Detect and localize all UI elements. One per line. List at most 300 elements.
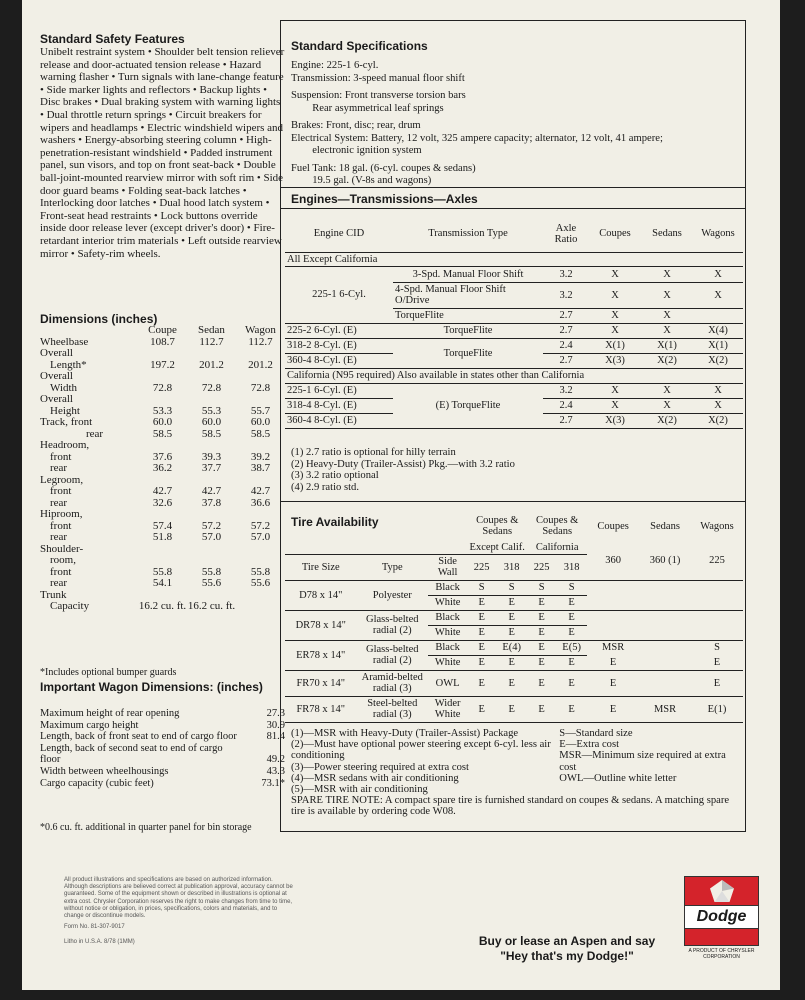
- wagon-dimension-row: [40, 778, 285, 790]
- mark-cell: X: [663, 289, 671, 301]
- legal-disclaimer: [64, 877, 294, 947]
- tire-type: Polyester: [357, 580, 429, 610]
- tire-availability-cell: E: [713, 656, 721, 668]
- dimension-value: 55.7: [250, 404, 271, 417]
- wagon-dimensions-table: [40, 708, 285, 789]
- dimension-value: [138, 555, 187, 567]
- wagon-dimension-value: 27.3: [266, 708, 285, 719]
- tire-availability-cell: S: [467, 580, 496, 595]
- dimension-label: rear: [86, 427, 104, 440]
- dimension-label: Overall: [40, 393, 73, 405]
- axle-cell: 3.2: [543, 383, 589, 398]
- mark-cell: X(3): [605, 415, 625, 426]
- tire-table: [285, 511, 743, 723]
- dimension-label: Headroom,: [40, 439, 90, 451]
- wagon-dimension-value: 81.4: [266, 731, 285, 743]
- safety-features-text: Unibelt restraint system • Shoulder belt tension reliever release and door-actuated tension release • Hazard warning flasher • Turn signals with lane-change feature • Side marker lights and reflectors • Backup lights • Disc brakes • Dual braking system with warning lights • Dual throttle return springs • Circuit breakers for wipers and headlamps • Electric windshield wipers and washers • Energy-absorbing steering column • High-penetration-resistant windshield • Padded instrument panel, sun visors, and top on front seat-back • Double ball-joint-mounted rearview mirror with soft rim • Side door guard beams • Folding seat-back latches • Interlocking door latches • Dual hood latch system • Front-seat head restraints • Lock buttons override inside door release lever (except driver's door) • Fire-retardant interior trim materials • Left outside rearview mirror • Safety-rim wheels.: [40, 46, 285, 260]
- dimension-value: [138, 509, 187, 521]
- tire-availability-cell: E: [568, 657, 575, 668]
- col-wagons: Wagons: [701, 228, 735, 240]
- dimension-value: [236, 601, 285, 613]
- dimension-value: [187, 348, 236, 360]
- tire-row: [285, 640, 743, 655]
- mark-cell: X(3): [605, 355, 625, 366]
- wagon-dimension-row: [40, 743, 285, 766]
- dimension-label: rear: [50, 531, 68, 543]
- dimension-value: [138, 440, 187, 452]
- tire-row: [285, 696, 743, 722]
- cid-cell: 225: [709, 554, 725, 566]
- wagon-dimension-row: [40, 708, 285, 720]
- dimension-value: [236, 509, 285, 521]
- brand-subtitle: A PRODUCT OF CHRYSLER CORPORATION: [688, 948, 755, 960]
- tire-availability-cell: [639, 595, 691, 610]
- dimension-value: 57.0: [201, 531, 222, 543]
- tire-size: DR78 x 14": [285, 610, 357, 640]
- dimension-label: Wheelbase: [40, 335, 89, 348]
- engine-cell: 225-1 6-Cyl. (E): [285, 383, 393, 398]
- tire-availability-cell: [691, 595, 743, 610]
- tire-availability-cell: E: [508, 657, 515, 668]
- cid-cell: 360: [605, 554, 622, 566]
- tire-availability-cell: E: [568, 677, 575, 689]
- side-wall: White: [434, 627, 461, 638]
- tire-availability-cell: [639, 580, 691, 595]
- engines-heading: Engines—Transmissions—Axles: [291, 192, 478, 206]
- spec-line: Rear asymmetrical leaf springs: [291, 102, 444, 114]
- tire-availability-cell: E: [508, 597, 515, 608]
- axle-cell: 2.7: [559, 325, 573, 336]
- tagline-line-1: Buy or lease an Aspen and say: [478, 934, 656, 948]
- axle-cell: 2.4: [543, 398, 589, 413]
- dimension-value: 201.2: [199, 358, 224, 371]
- dimensions-row: [40, 360, 285, 372]
- tire-availability-cell: [691, 610, 743, 625]
- dimension-value: 55.6: [250, 577, 271, 589]
- dimensions-row: [40, 440, 285, 452]
- spec-line: electronic ignition system: [291, 145, 422, 156]
- dimensions-row: [40, 601, 285, 613]
- wagon-dimension-value: 73.1*: [261, 777, 285, 789]
- tire-legend: OWL—Outline white letter: [559, 772, 677, 784]
- dimension-value: 16.2 cu. ft.: [138, 600, 187, 612]
- col-type: Type: [381, 561, 403, 573]
- axle-cell: 2.4: [543, 338, 589, 353]
- dimension-value: 55.6: [201, 577, 222, 589]
- tire-note: (4)—MSR sedans with air conditioning: [291, 772, 459, 784]
- tire-notes-right: [559, 728, 741, 795]
- spec-line: Suspension: Front transverse torsion bars: [291, 90, 466, 101]
- dimension-value: 42.7: [201, 485, 222, 497]
- axle-cell: 3.2: [559, 289, 573, 301]
- specifications-box: [280, 20, 746, 832]
- tagline: [462, 934, 672, 964]
- dimension-value: 39.2: [250, 450, 271, 463]
- tire-availability-cell: E: [508, 677, 515, 689]
- dimensions-footnote: *Includes optional bumper guards: [40, 667, 177, 678]
- tire-type: Glass-belted radial (2): [357, 640, 429, 670]
- tire-sub-except: Except Calif.: [467, 541, 527, 554]
- dimension-label: room,: [50, 554, 76, 566]
- mark-cell: X: [611, 289, 619, 301]
- spare-tire-note: SPARE TIRE NOTE: A compact spare tire is furnished standard on coupes & sedans. A matching spare tire is available by ordering code W08.: [291, 795, 730, 818]
- tire-note: (2)—Must have optional power steering except 6-cyl. less air conditioning: [291, 739, 551, 762]
- specs-heading: Standard Specifications: [291, 39, 428, 53]
- col-sedans: Sedans: [652, 228, 682, 240]
- tire-availability-cell: MSR: [602, 642, 625, 654]
- axle-cell: 2.7: [559, 415, 573, 426]
- wagon-dimension-row: [40, 766, 285, 778]
- tire-group-except: Coupes & Sedans: [476, 515, 519, 537]
- form-number: Form No. 81-307-9017: [64, 924, 125, 931]
- tire-row: [285, 670, 743, 696]
- tire-availability-cell: E: [713, 677, 721, 689]
- wagon-footnote: *0.6 cu. ft. additional in quarter panel for bin storage: [40, 822, 252, 833]
- tire-availability-cell: [587, 595, 639, 610]
- dimension-value: 55.3: [201, 404, 222, 417]
- safety-heading: Standard Safety Features: [40, 32, 185, 46]
- tire-availability-cell: S: [714, 642, 720, 654]
- dimension-value: 201.2: [248, 358, 273, 371]
- wagon-dimension-label: Length, back of second seat to end of cargo floor: [40, 742, 223, 766]
- cid-cell: 225: [533, 561, 550, 573]
- dimension-value: 55.8: [201, 565, 222, 578]
- tire-availability-cell: [691, 580, 743, 595]
- tire-group-calif: Coupes & Sedans: [536, 515, 579, 537]
- dimension-value: 60.0: [201, 416, 222, 428]
- mark-cell: X: [589, 398, 641, 413]
- tire-availability-cell: [639, 640, 691, 655]
- dimension-label: Length*: [50, 358, 87, 371]
- dimension-value: 37.7: [201, 462, 222, 474]
- tire-availability-cell: [639, 670, 691, 696]
- dimension-value: 42.7: [250, 485, 271, 497]
- tire-availability-cell: S: [556, 580, 587, 595]
- tire-availability-cell: E: [508, 627, 515, 638]
- side-wall: OWL: [435, 677, 460, 689]
- dimension-value: [236, 371, 285, 383]
- dimension-value: 38.7: [250, 462, 271, 474]
- dimension-value: [187, 371, 236, 383]
- tire-group-sedans: Sedans: [650, 520, 680, 532]
- dimensions-column-header: Wagon: [245, 324, 276, 336]
- wagon-dimension-label: Length, back of front seat to end of cargo floor: [40, 731, 237, 743]
- mark-cell: X(2): [708, 355, 728, 366]
- dimensions-row: [40, 463, 285, 475]
- engine-notes: [291, 447, 731, 493]
- dimension-label: front: [50, 519, 72, 532]
- mark-cell: X(2): [708, 415, 728, 426]
- dimensions-column-header: Coupe: [148, 324, 177, 336]
- dimension-value: [236, 440, 285, 452]
- dimension-value: 57.0: [250, 531, 271, 543]
- dimension-value: [187, 555, 236, 567]
- tire-type: Glass-belted radial (2): [357, 610, 429, 640]
- col-tire-size: Tire Size: [301, 561, 340, 573]
- cid-cell: 225: [473, 561, 490, 573]
- mark-cell: X(1): [589, 338, 641, 353]
- mark-cell: X: [641, 398, 693, 413]
- dimension-value: 42.7: [152, 485, 173, 497]
- trans-cell: TorqueFlite: [443, 347, 493, 359]
- divider: [281, 501, 745, 502]
- tagline-line-2: "Hey that's my Dodge!": [500, 949, 634, 963]
- divider: [281, 187, 745, 188]
- tire-size: FR70 x 14": [285, 670, 357, 696]
- tire-availability-cell: E: [538, 597, 545, 608]
- tire-availability-cell: [587, 610, 639, 625]
- tire-legend: S—Standard size: [559, 728, 633, 739]
- trans-cell: TorqueFlite: [443, 325, 493, 336]
- tire-availability-cell: MSR: [653, 703, 677, 715]
- tire-group-coupes: Coupes: [597, 520, 629, 532]
- tire-size: ER78 x 14": [285, 640, 357, 670]
- dimension-label: front: [50, 565, 72, 578]
- spec-line: Transmission: 3-speed manual floor shift: [291, 72, 465, 84]
- wagon-dimension-row: [40, 731, 285, 743]
- dimension-value: [236, 555, 285, 567]
- dimension-value: [187, 544, 236, 556]
- dimensions-row: [40, 486, 285, 498]
- dimension-value: 16.2 cu. ft.: [187, 600, 236, 612]
- dimension-label: Hiproom,: [40, 508, 83, 520]
- trans-cell: 4-Spd. Manual Floor Shift O/Drive: [395, 284, 506, 306]
- mark-cell: X: [663, 268, 671, 280]
- dimension-value: 57.4: [152, 519, 173, 532]
- dimension-value: [236, 544, 285, 556]
- dimensions-row: [40, 348, 285, 360]
- side-wall: Wider White: [434, 698, 461, 720]
- wagon-dimension-value: 30.9: [266, 719, 285, 731]
- axle-cell: 2.7: [559, 355, 573, 366]
- dimension-value: 58.5: [201, 427, 222, 440]
- spec-line: Fuel Tank: 18 gal. (6-cyl. coupes & sedans): [291, 162, 476, 174]
- california-label: California (N95 required) Also available in states other than California: [287, 370, 585, 381]
- dimension-value: 60.0: [152, 416, 173, 428]
- wagon-dimension-label: Width between wheelhousings: [40, 765, 169, 777]
- dimensions-row: [40, 532, 285, 544]
- engine-note: (1) 2.7 ratio is optional for hilly terrain: [291, 447, 456, 458]
- axle-cell: 3.2: [559, 268, 573, 280]
- dimension-value: 58.5: [152, 427, 173, 440]
- tire-availability-cell: [639, 625, 691, 640]
- wagon-dimension-label: Cargo capacity (cubic feet): [40, 777, 154, 789]
- tire-availability-cell: E: [609, 703, 617, 715]
- dimension-value: 39.3: [201, 450, 222, 463]
- tire-availability-cell: [639, 655, 691, 670]
- trans-cell: (E) TorqueFlite: [435, 400, 501, 411]
- tire-notes-left: [291, 728, 559, 795]
- dimension-value: 112.7: [199, 335, 224, 348]
- tire-availability-cell: E(4): [496, 640, 527, 655]
- tire-availability-cell: E: [478, 703, 485, 715]
- wagon-heading: Important Wagon Dimensions: (inches): [40, 680, 263, 694]
- dimension-value: 57.2: [250, 519, 271, 532]
- dimension-value: 55.8: [152, 565, 173, 578]
- dimension-label: rear: [50, 577, 68, 589]
- col-engine: Engine CID: [313, 228, 365, 240]
- except-california-label: All Except California: [287, 253, 378, 265]
- dimension-value: 37.6: [152, 450, 173, 463]
- tire-size: D78 x 14": [285, 580, 357, 610]
- dimensions-heading: Dimensions (inches): [40, 312, 158, 326]
- dimension-value: [236, 348, 285, 360]
- legal-text: All product illustrations and specifications are based on authorized information. Although descriptions are believed correct at publication approval, accuracy cannot be guaranteed. Some of the equipment shown or described in illustrations is optional at extra cost. Chrysler Corporation reserves the right to make changes from time to time, without notice or obligation, in prices, specifications, colors and materials, and to change or discontinue models.: [64, 877, 293, 920]
- tire-availability-cell: E: [508, 703, 515, 715]
- tire-type: Aramid-belted radial (3): [357, 670, 429, 696]
- trans-cell: 3-Spd. Manual Floor Shift: [393, 266, 543, 282]
- tire-notes-columns: [291, 728, 741, 795]
- tire-availability-cell: [691, 625, 743, 640]
- dimension-label: Overall: [40, 370, 73, 382]
- tire-sub-calif: California: [527, 541, 587, 554]
- tire-availability-cell: [587, 625, 639, 640]
- dimensions-row: [40, 417, 285, 429]
- tire-type: Steel-belted radial (3): [357, 696, 429, 722]
- dimension-value: 57.2: [201, 519, 222, 532]
- tire-availability-cell: [639, 610, 691, 625]
- mark-cell: X: [693, 398, 743, 413]
- dimensions-table: [40, 325, 285, 613]
- side-wall: Black: [428, 580, 467, 595]
- cid-cell: 318: [503, 561, 520, 573]
- tire-group-wagons: Wagons: [700, 520, 734, 532]
- mark-cell: [693, 308, 743, 323]
- blank-cell: [40, 325, 138, 337]
- col-transmission: Transmission Type: [428, 228, 508, 240]
- wagon-dimension-label: Maximum cargo height: [40, 719, 139, 731]
- dimension-value: [138, 544, 187, 556]
- dimension-label: Legroom,: [40, 473, 84, 486]
- brochure-page: [22, 0, 780, 990]
- engines-table: [285, 216, 743, 429]
- tire-availability-cell: E: [478, 597, 485, 608]
- tire-availability-cell: S: [527, 580, 556, 595]
- spec-line: Engine: 225-1 6-cyl.: [291, 60, 379, 71]
- dimensions-row: [40, 394, 285, 406]
- dimension-label: Track, front: [40, 416, 93, 428]
- dimension-label: Height: [50, 404, 80, 417]
- engine-cell: 318-4 8-Cyl. (E): [285, 398, 393, 413]
- tire-availability-cell: E: [609, 656, 617, 668]
- dimensions-row: [40, 544, 285, 556]
- wagon-dimension-label: Maximum height of rear opening: [40, 708, 180, 719]
- tire-availability-cell: E: [527, 640, 556, 655]
- tire-notes: [291, 728, 741, 818]
- mark-cell: X: [714, 289, 722, 301]
- dimension-label: front: [50, 485, 72, 497]
- tire-legend: E—Extra cost: [559, 739, 620, 751]
- engine-note: (4) 2.9 ratio std.: [291, 481, 359, 493]
- logo-red-bar: [684, 929, 759, 946]
- tire-availability-cell: E: [568, 703, 575, 715]
- dimension-value: 72.8: [152, 381, 173, 394]
- dimension-label: front: [50, 450, 72, 463]
- tire-note: (5)—MSR with air conditioning: [291, 784, 428, 796]
- tire-availability-cell: E: [467, 610, 496, 625]
- engine-cell: 225-1 6-Cyl.: [312, 289, 366, 300]
- tire-availability-cell: E: [538, 703, 545, 715]
- dimension-value: 112.7: [248, 335, 273, 348]
- dimension-value: [138, 394, 187, 406]
- tire-availability-cell: [587, 580, 639, 595]
- tires-heading: Tire Availability: [291, 515, 379, 529]
- tire-availability-cell: E: [496, 610, 527, 625]
- mark-cell: X: [611, 310, 619, 321]
- side-wall: Black: [428, 610, 467, 625]
- mark-cell: X: [611, 268, 619, 280]
- dimension-value: [236, 590, 285, 602]
- mark-cell: X: [714, 268, 722, 280]
- dimension-value: [236, 394, 285, 406]
- mark-cell: X(1): [641, 338, 693, 353]
- engine-cell: 318-2 8-Cyl. (E): [287, 340, 357, 351]
- specs-lines: [291, 60, 741, 188]
- dimension-label: Shoulder-: [40, 542, 84, 555]
- cid-cell: 318: [563, 561, 580, 573]
- dimension-value: 32.6: [152, 496, 173, 509]
- tire-availability-cell: E: [568, 627, 575, 638]
- tire-availability-cell: E(5): [556, 640, 587, 655]
- engine-note: (3) 3.2 ratio optional: [291, 470, 379, 481]
- brand-name: Dodge: [684, 906, 759, 929]
- tire-availability-cell: E: [538, 627, 545, 638]
- dimension-value: 72.8: [201, 381, 222, 394]
- side-wall: White: [434, 597, 461, 608]
- mark-cell: X: [693, 383, 743, 398]
- dimension-value: 55.8: [250, 565, 271, 578]
- tire-availability-cell: E: [478, 677, 485, 689]
- tire-note: (3)—Power steering required at extra cost: [291, 761, 469, 773]
- mark-cell: X: [663, 325, 671, 336]
- dimension-value: [187, 509, 236, 521]
- dimensions-row: [40, 337, 285, 349]
- dimension-value: 53.3: [152, 404, 173, 417]
- tire-availability-cell: E(1): [707, 703, 727, 715]
- dimension-value: 60.0: [250, 416, 271, 428]
- dimension-value: 72.8: [250, 381, 271, 394]
- dimension-value: [187, 440, 236, 452]
- tire-size: FR78 x 14": [285, 696, 357, 722]
- dimension-label: Width: [50, 381, 78, 394]
- side-wall: White: [434, 657, 461, 668]
- dimensions-row: [40, 555, 285, 567]
- mark-cell: X(1): [693, 338, 743, 353]
- dimension-value: 54.1: [152, 577, 173, 589]
- tire-availability-cell: E: [538, 657, 545, 668]
- tire-legend: MSR—Minimum size required at extra cost: [559, 750, 726, 773]
- tire-availability-cell: S: [496, 580, 527, 595]
- engine-cell: 225-2 6-Cyl. (E): [287, 325, 357, 336]
- dimension-label: rear: [50, 496, 68, 509]
- dimensions-row: [40, 371, 285, 383]
- trans-cell: TorqueFlite: [395, 310, 444, 321]
- dimensions-row: [40, 383, 285, 395]
- dimensions-row: [40, 578, 285, 590]
- dimensions-column-header: Sedan: [198, 324, 225, 336]
- mark-cell: X: [663, 310, 671, 321]
- pentastar-icon: [684, 876, 759, 906]
- tire-availability-cell: E: [527, 610, 556, 625]
- dimension-value: [138, 348, 187, 360]
- mark-cell: X: [641, 383, 693, 398]
- wagon-dimension-row: [40, 720, 285, 732]
- spec-line: Electrical System: Battery, 12 volt, 325 ampere capacity; alternator, 12 volt, 41 ampere;: [291, 132, 663, 144]
- dimension-value: 58.5: [250, 427, 271, 440]
- mark-cell: X(4): [708, 325, 728, 336]
- dimension-value: 36.6: [250, 496, 271, 509]
- dimension-label: Capacity: [50, 600, 90, 612]
